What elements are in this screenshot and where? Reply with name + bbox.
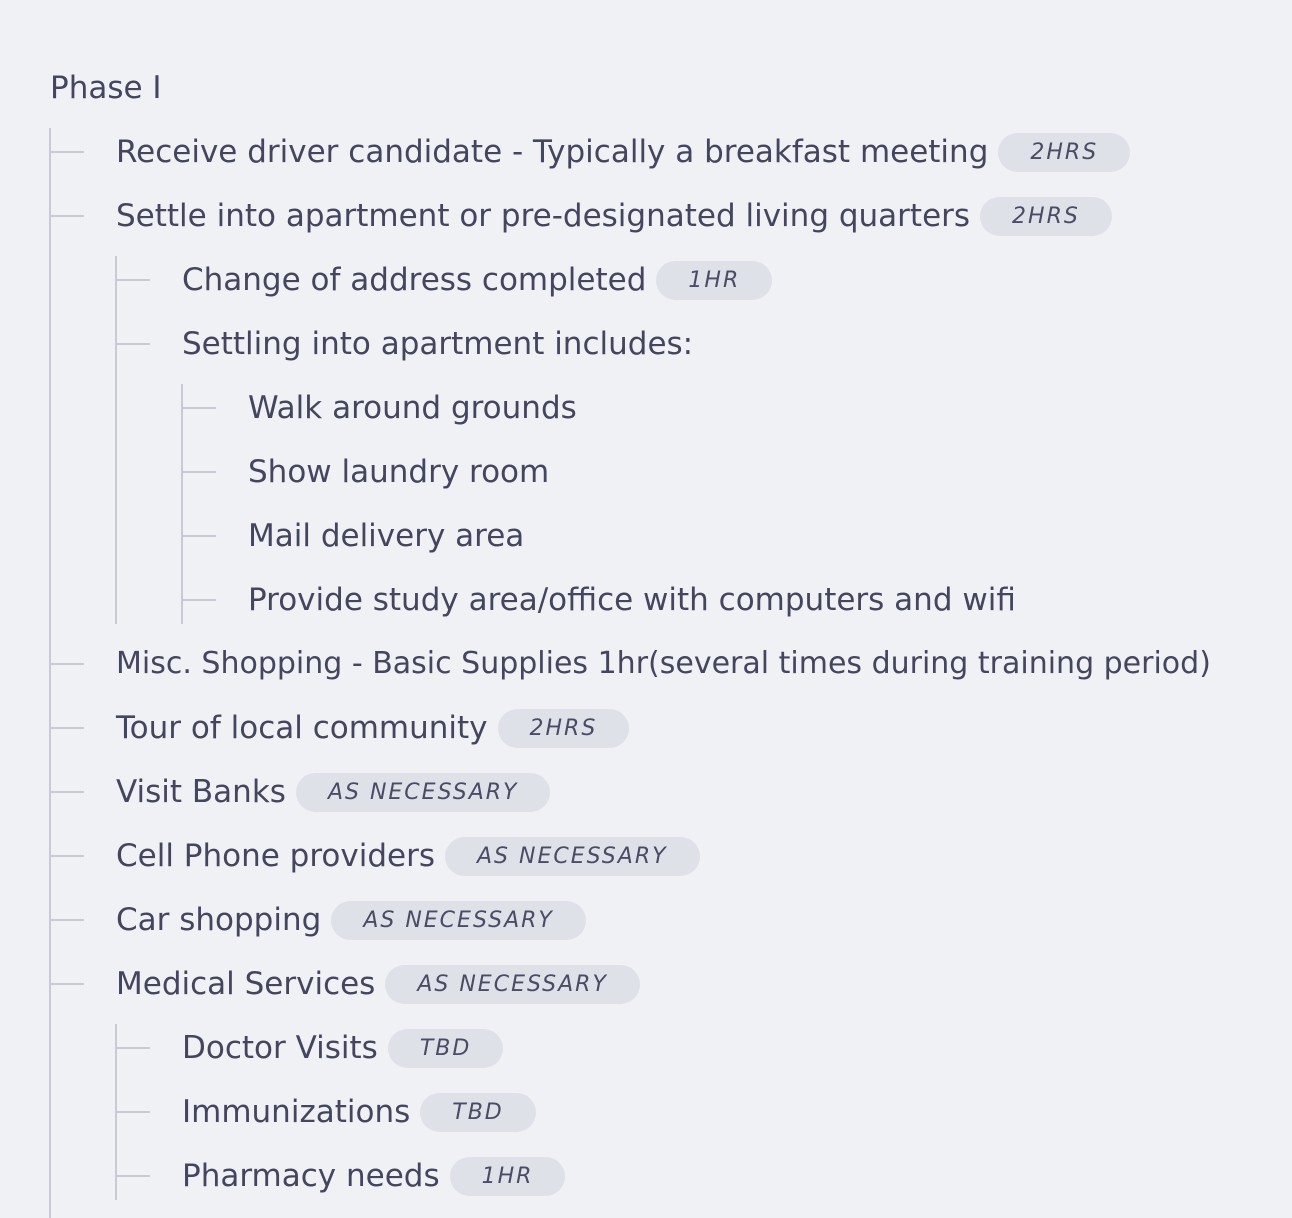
outline-item [116,184,1112,248]
tree-connector [182,599,216,601]
duration-badge: TBD [420,1093,535,1132]
duration-badge: AS NECESSARY [296,773,551,812]
item-label: Cell Phone providers [116,838,435,874]
item-label: Pharmacy needs [182,1158,440,1194]
item-label: Visit Banks [116,774,286,810]
duration-badge: 2HRS [498,709,630,748]
tree-connector [182,407,216,409]
tree-connector [50,215,84,217]
duration-badge: AS NECESSARY [331,901,586,940]
item-label: Mail delivery area [248,518,525,554]
outline-subitem [182,248,772,312]
duration-badge: AS NECESSARY [445,837,700,876]
item-label: Tour of local community [116,710,488,746]
tree-connector [116,1111,150,1113]
tree-connector [50,919,84,921]
outline-subitem [182,1144,565,1208]
outline-item [116,824,700,888]
outline-item [116,696,629,760]
item-label: Settle into apartment or pre-designated living quarters [116,198,971,234]
outline-item [116,952,640,1016]
tree-connector [50,663,84,665]
tree-connector [50,727,84,729]
outline-subitem [182,312,693,376]
item-label: Walk around grounds [248,390,577,426]
item-label: Provide study area/office with computers and wifi [248,582,1016,618]
tree-connector [116,1047,150,1049]
outline-subitem [182,1016,503,1080]
tree-connector [50,791,84,793]
item-label: Car shopping [116,902,322,938]
tree-guide-level-1 [49,128,51,1218]
duration-badge: 2HRS [980,197,1112,236]
tree-connector [116,279,150,281]
outline-subsubitem [248,440,549,504]
item-label: Doctor Visits [182,1030,378,1066]
outline-item [116,120,1130,184]
tree-connector [50,983,84,985]
item-label: Receive driver candidate - Typically a breakfast meeting [116,134,989,170]
tree-guide-level-3-settling [181,384,183,624]
duration-badge: 2HRS [998,133,1130,172]
outline-title: Phase I [50,70,162,106]
tree-connector [182,535,216,537]
tree-guide-level-2-settle [115,256,117,624]
tree-connector [50,855,84,857]
duration-badge: AS NECESSARY [385,965,640,1004]
outline-subitem [182,1080,536,1144]
item-label: Show laundry room [248,454,550,490]
item-label: Medical Services [116,966,376,1002]
outline-item [116,632,1211,696]
tree-connector [116,1175,150,1177]
item-label: Misc. Shopping - Basic Supplies 1hr(several times during training period) [116,646,1211,681]
duration-badge: 1HR [656,261,772,300]
outline-subsubitem [248,376,577,440]
outline-subsubitem [248,504,524,568]
item-label: Immunizations [182,1094,411,1130]
tree-connector [50,151,84,153]
duration-badge: 1HR [450,1157,566,1196]
item-label: Settling into apartment includes: [182,326,694,362]
tree-connector [182,471,216,473]
tree-connector [116,343,150,345]
duration-badge: TBD [388,1029,503,1068]
outline-subsubitem [248,568,1016,632]
outline-item [116,760,550,824]
outline-item [116,888,586,952]
item-label: Change of address completed [182,262,647,298]
